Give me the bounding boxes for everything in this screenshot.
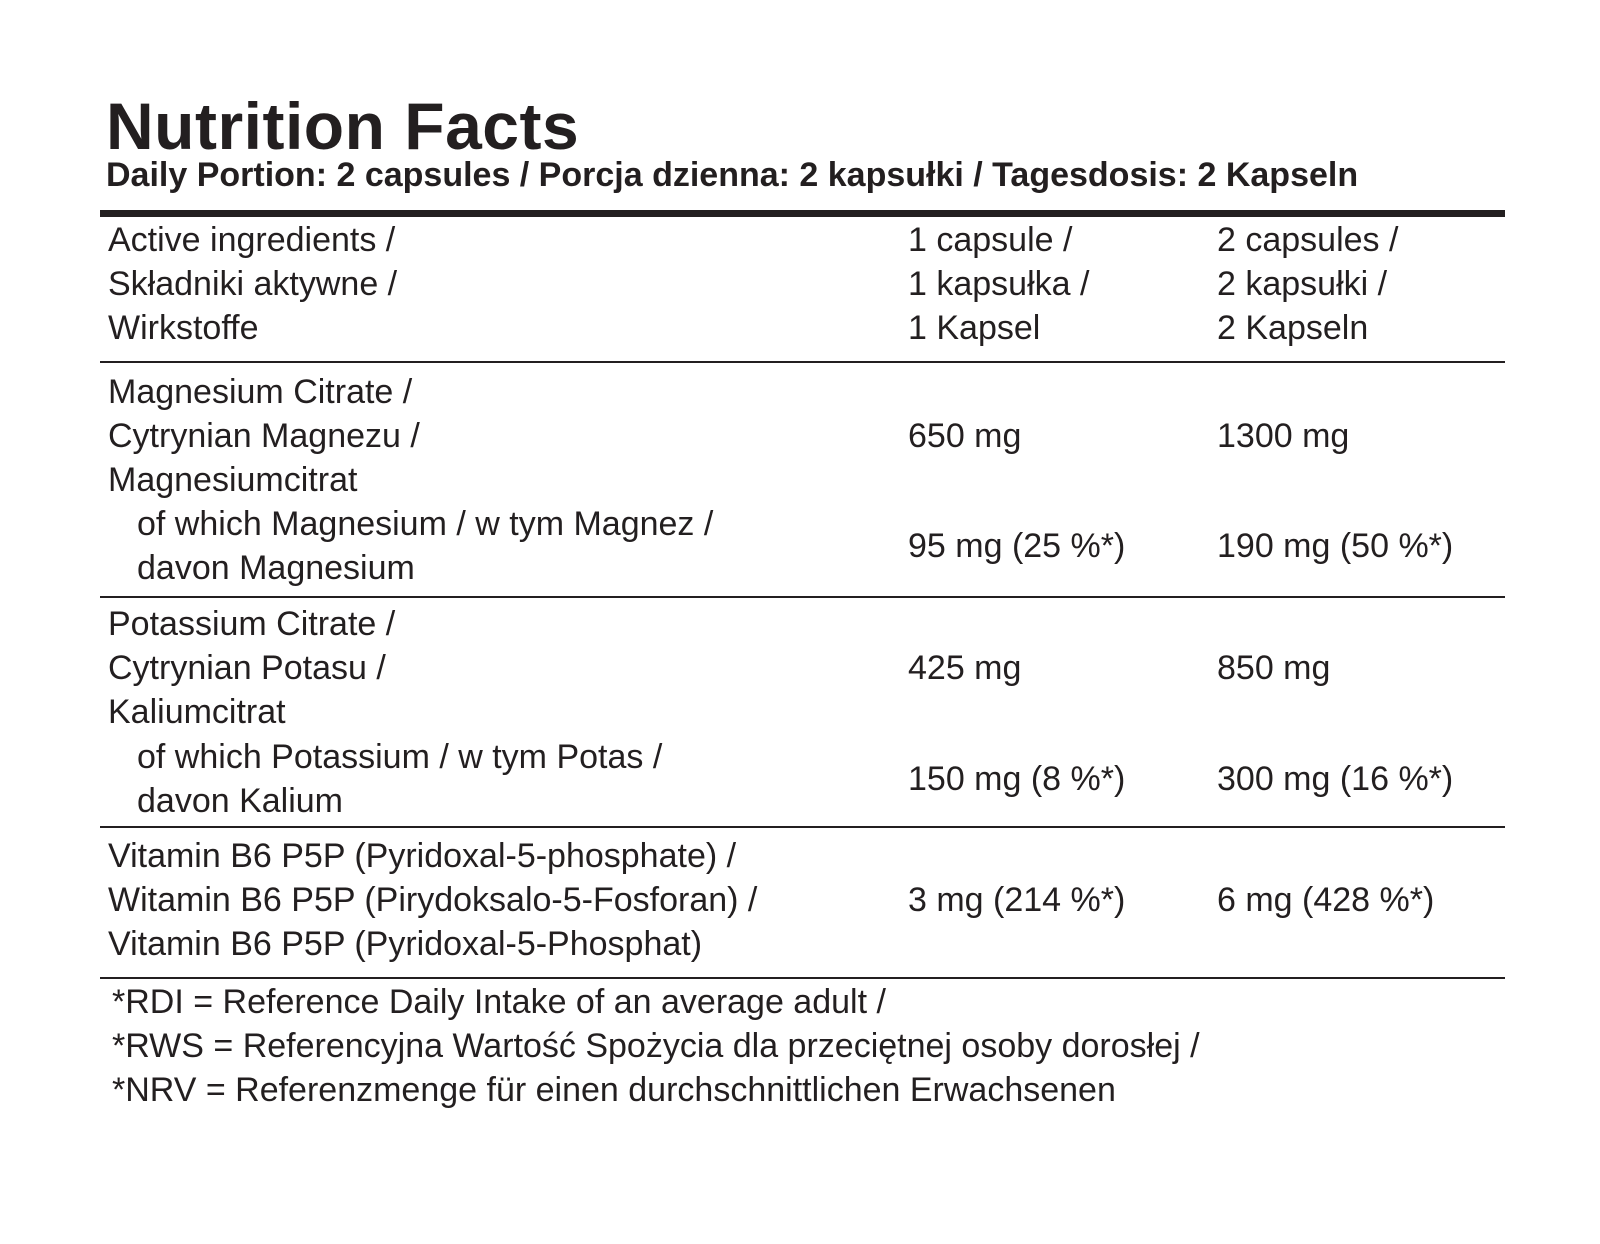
potassium-sub-name: of which Potassium / w tym Potas / davon Kalium [137, 738, 663, 820]
magnesium-per-2: 190 mg (50 %*) [1217, 527, 1454, 565]
daily-portion: Daily Portion: 2 capsules / Porcja dzienna: 2 kapsułki / Tagesdosis: 2 Kapseln [106, 156, 1359, 194]
header-per-2-capsules: 2 capsules / 2 kapsułki / 2 Kapseln [1217, 221, 1399, 347]
header-ingredient-label: Active ingredients / Składniki aktywne / Wirkstoffe [108, 221, 398, 347]
footnotes [112, 980, 1200, 1112]
footnote-rdi: *RDI = Reference Daily Intake of an average adult / [112, 983, 886, 1021]
divider [100, 826, 1505, 828]
potassium-citrate-per-2: 850 mg [1217, 649, 1331, 687]
magnesium-citrate-name: Magnesium Citrate / Cytrynian Magnezu / Magnesiumcitrat [108, 373, 420, 499]
potassium-per-1: 150 mg (8 %*) [908, 760, 1126, 798]
footnote-nrv: *NRV = Referenzmenge für einen durchschnittlichen Erwachsenen [112, 1071, 1116, 1109]
magnesium-citrate-per-1: 650 mg [908, 417, 1022, 455]
header-per-1-capsule: 1 capsule / 1 kapsułka / 1 Kapsel [908, 221, 1090, 347]
potassium-citrate-name: Potassium Citrate / Cytrynian Potasu / Kaliumcitrat [108, 605, 396, 731]
page-title: Nutrition Facts [106, 89, 580, 163]
vitamin-b6-per-2: 6 mg (428 %*) [1217, 881, 1435, 919]
vitamin-b6-name: Vitamin B6 P5P (Pyridoxal-5-phosphate) / Witamin B6 P5P (Pirydoksalo-5-Fosforan) / Vitamin B6 P5P (Pyridoxal-5-Phosphat) [108, 837, 758, 963]
vitamin-b6-per-1: 3 mg (214 %*) [908, 881, 1126, 919]
magnesium-citrate-per-2: 1300 mg [1217, 417, 1350, 455]
divider [100, 977, 1505, 979]
divider [100, 596, 1505, 598]
magnesium-sub-name: of which Magnesium / w tym Magnez / davon Magnesium [137, 505, 714, 587]
potassium-citrate-per-1: 425 mg [908, 649, 1022, 687]
footnote-rws: *RWS = Referencyjna Wartość Spożycia dla przeciętnej osoby dorosłej / [112, 1027, 1200, 1065]
magnesium-per-1: 95 mg (25 %*) [908, 527, 1126, 565]
potassium-per-2: 300 mg (16 %*) [1217, 760, 1454, 798]
divider [100, 361, 1505, 363]
divider-thick [100, 210, 1505, 217]
